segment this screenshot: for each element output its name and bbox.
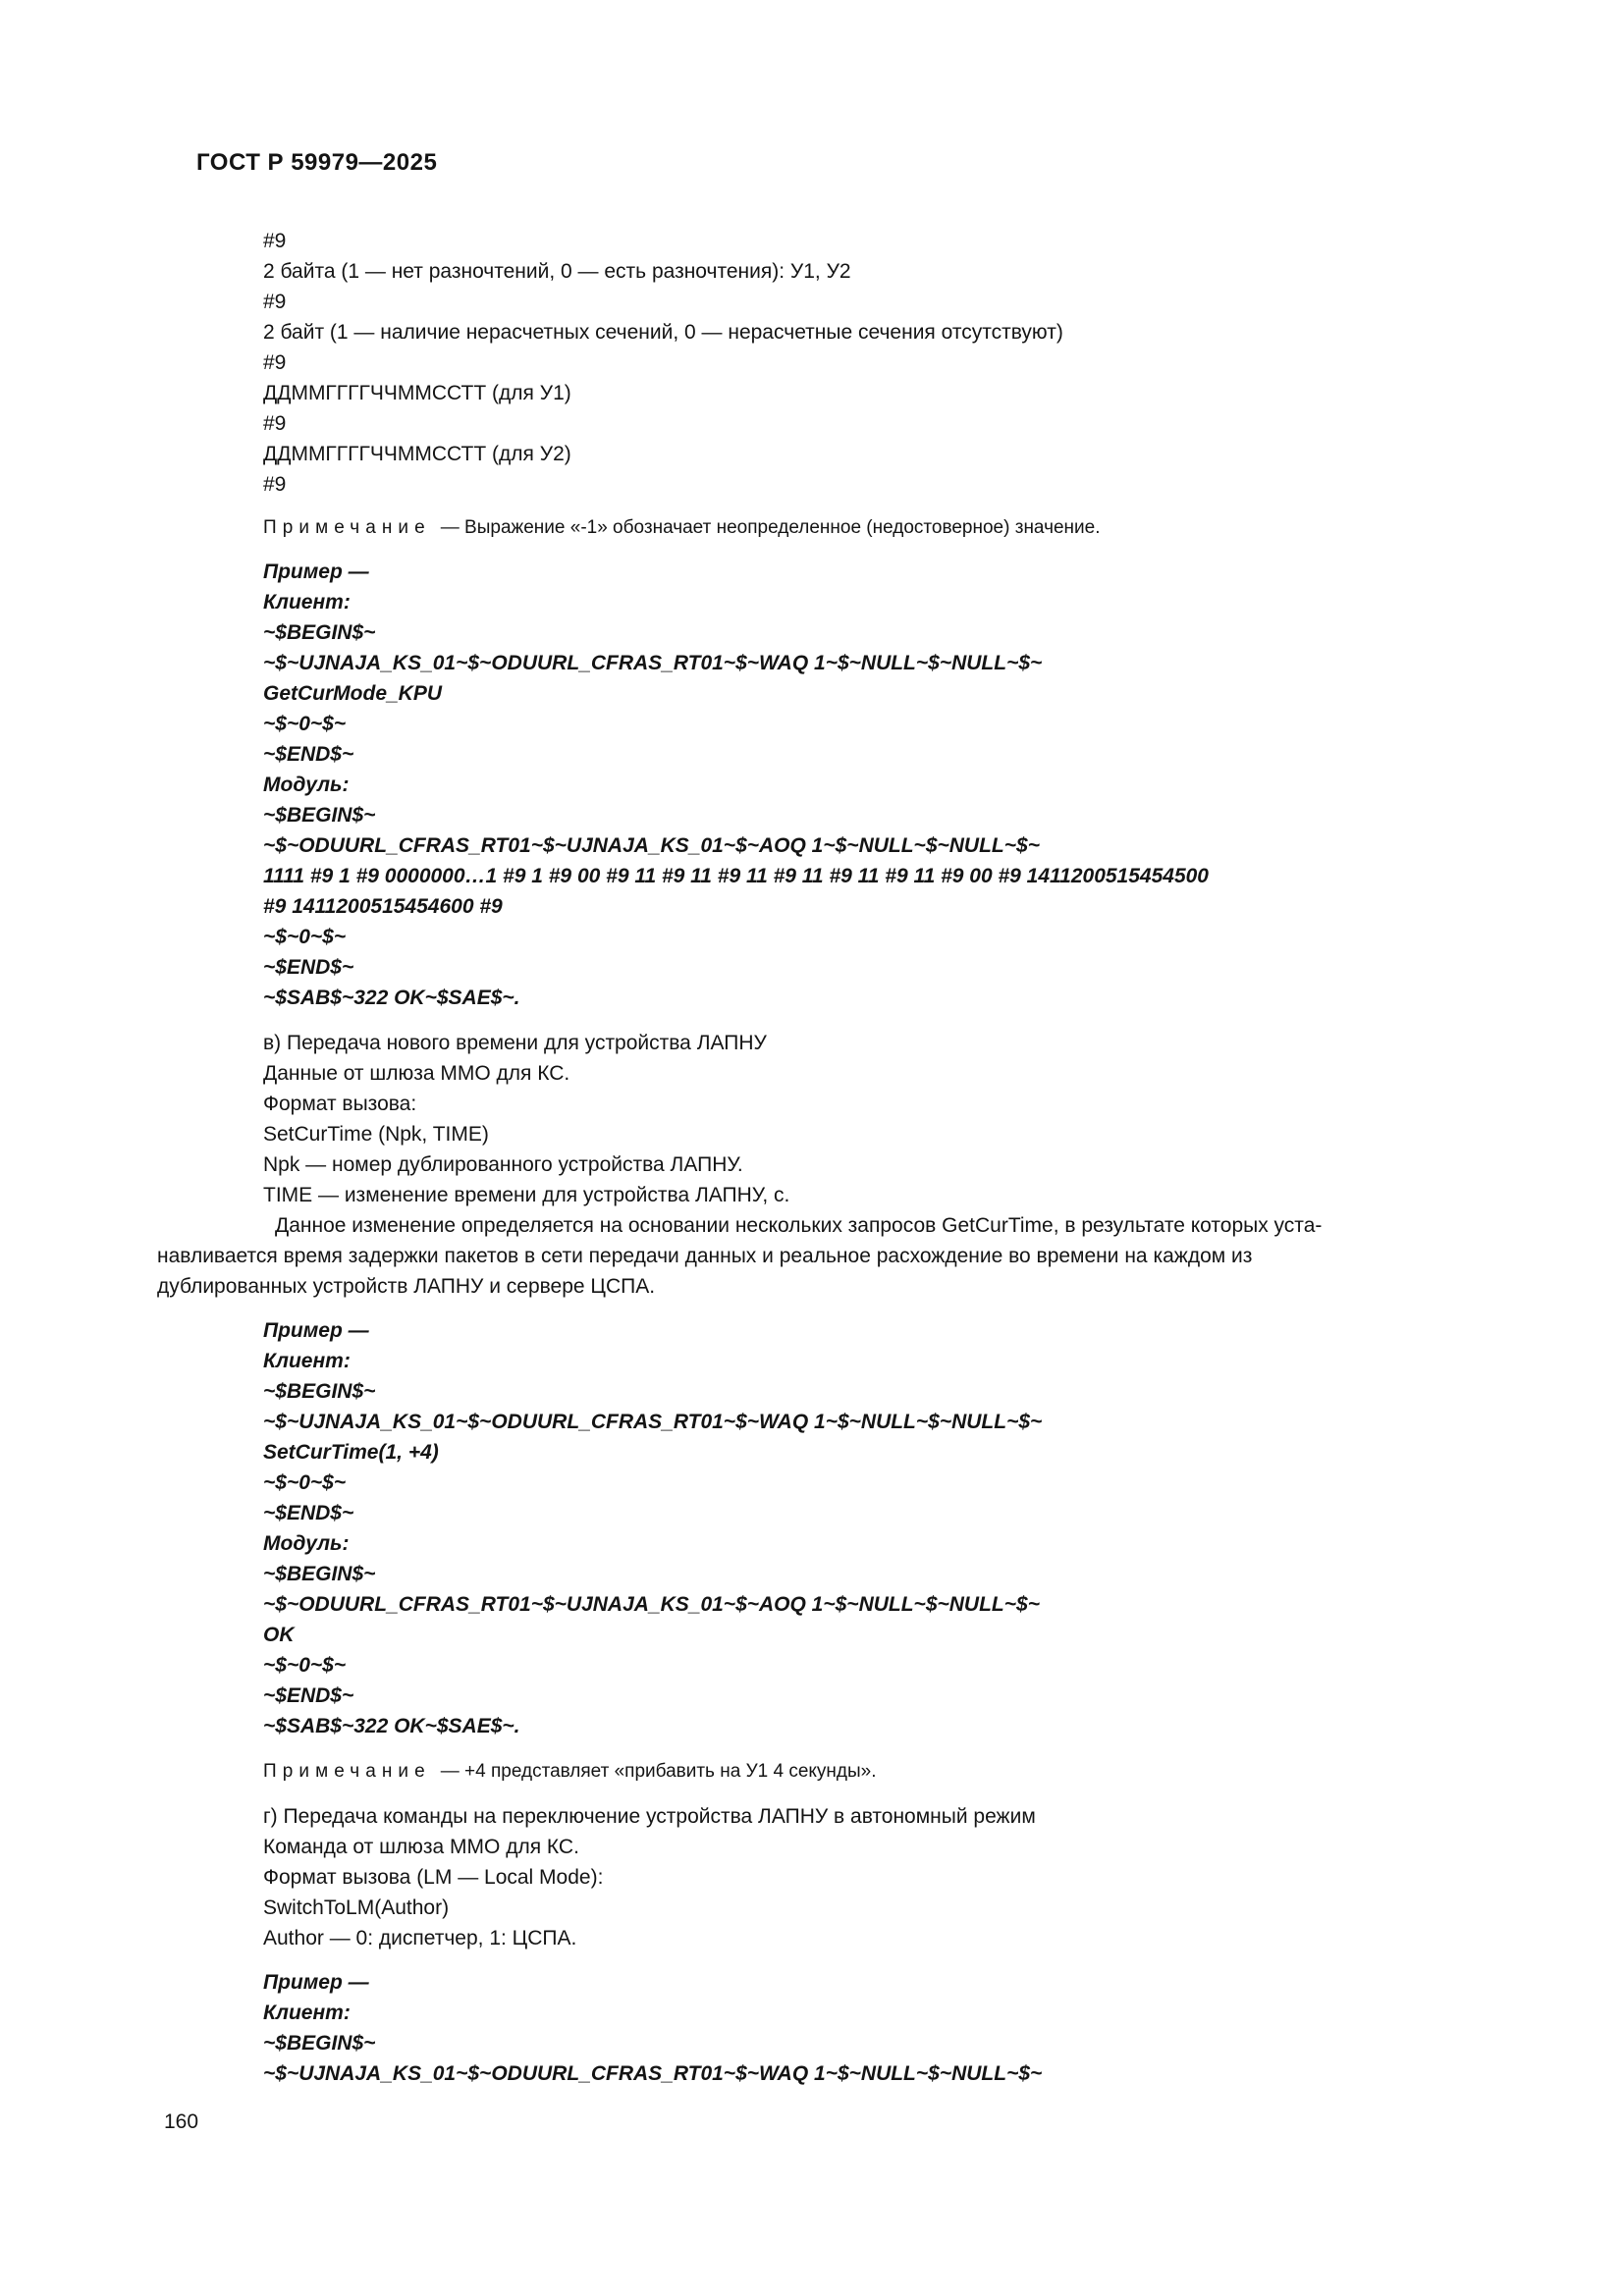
page-number: 160 xyxy=(164,2110,199,2133)
text-line: Клиент: xyxy=(263,591,351,614)
note-label: Примечание xyxy=(263,1761,431,1782)
text-line: ~$BEGIN$~ xyxy=(263,621,376,644)
note-text: — Выражение «-1» обозначает неопределенное (недостоверное) значение. xyxy=(440,517,1101,538)
text-line: SetCurTime (Npk, TIME) xyxy=(263,1123,489,1146)
text-line: ~$~0~$~ xyxy=(263,926,347,948)
text-line: ~$SAB$~322 OK~$SAE$~. xyxy=(263,1715,520,1737)
text-line: 1111 #9 1 #9 0000000…1 #9 1 #9 00 #9 11 #9 11 #9 11 #9 11 #9 11 #9 11 #9 00 #9 1411200515454500 xyxy=(263,865,1209,887)
text-line: #9 xyxy=(263,473,287,496)
example-getcurmode xyxy=(157,557,1506,1013)
text-line: дублированных устройств ЛАПНУ и сервере ЦСПА. xyxy=(157,1275,656,1298)
text-line: #9 1411200515454600 #9 xyxy=(263,895,503,918)
text-line: ~$BEGIN$~ xyxy=(263,2032,376,2055)
example-switchtolm xyxy=(157,1967,1506,2089)
text-line: ~$END$~ xyxy=(263,1502,354,1524)
text-line: ~$~0~$~ xyxy=(263,1471,347,1494)
text-line: Формат вызова (LM — Local Mode): xyxy=(263,1866,604,1889)
text-line: ~$BEGIN$~ xyxy=(263,1380,376,1403)
note-undefined-value xyxy=(157,512,1506,543)
text-line: #9 xyxy=(263,230,287,252)
text-line: ~$~UJNAJA_KS_01~$~ODUURL_CFRAS_RT01~$~WAQ 1~$~NULL~$~NULL~$~ xyxy=(263,652,1043,674)
text-line: GetCurMode_KPU xyxy=(263,682,443,705)
example-setcurtime xyxy=(157,1315,1506,1741)
text-line: в) Передача нового времени для устройства ЛАПНУ xyxy=(263,1032,767,1054)
text-line: #9 xyxy=(263,291,287,313)
text-line: Клиент: xyxy=(263,1350,351,1372)
text-line: ~$~ODUURL_CFRAS_RT01~$~UJNAJA_KS_01~$~AOQ 1~$~NULL~$~NULL~$~ xyxy=(263,834,1040,857)
paragraph-setcurtime-description xyxy=(157,1210,1506,1302)
text-line: #9 xyxy=(263,351,287,374)
text-line: SwitchToLM(Author) xyxy=(263,1896,450,1919)
text-line: Пример — xyxy=(263,1971,369,1994)
text-line: Модуль: xyxy=(263,774,350,796)
text-line: Данные от шлюза ММО для КС. xyxy=(263,1062,570,1085)
text-line: ДДММГГГГЧЧММССТТ (для У2) xyxy=(263,443,571,465)
text-line: Пример — xyxy=(263,1319,369,1342)
note-plus4 xyxy=(157,1756,1506,1787)
text-line: ~$~0~$~ xyxy=(263,1654,347,1677)
text-line: Данное изменение определяется на основании нескольких запросов GetCurTime, в результате которых уста- xyxy=(275,1214,1323,1237)
spec-lines-top xyxy=(157,226,1506,500)
text-line: Пример — xyxy=(263,561,369,583)
text-line: Модуль: xyxy=(263,1532,350,1555)
text-line: ~$~UJNAJA_KS_01~$~ODUURL_CFRAS_RT01~$~WAQ 1~$~NULL~$~NULL~$~ xyxy=(263,2062,1043,2085)
text-line: ДДММГГГГЧЧММССТТ (для У1) xyxy=(263,382,571,404)
text-line: Команда от шлюза ММО для КС. xyxy=(263,1836,579,1858)
text-line: OK xyxy=(263,1624,295,1646)
text-line: Author — 0: диспетчер, 1: ЦСПА. xyxy=(263,1927,577,1949)
text-line: ~$END$~ xyxy=(263,1684,354,1707)
note-label: Примечание xyxy=(263,517,431,538)
text-line: ~$~ODUURL_CFRAS_RT01~$~UJNAJA_KS_01~$~AOQ 1~$~NULL~$~NULL~$~ xyxy=(263,1593,1040,1616)
text-line: ~$SAB$~322 OK~$SAE$~. xyxy=(263,987,520,1009)
text-line: г) Передача команды на переключение устройства ЛАПНУ в автономный режим xyxy=(263,1805,1036,1828)
text-line: SetCurTime(1, +4) xyxy=(263,1441,439,1464)
text-line: ~$~UJNAJA_KS_01~$~ODUURL_CFRAS_RT01~$~WAQ 1~$~NULL~$~NULL~$~ xyxy=(263,1411,1043,1433)
text-line: TIME — изменение времени для устройства ЛАПНУ, с. xyxy=(263,1184,790,1206)
section-v-setcurtime xyxy=(157,1028,1506,1210)
text-line: ~$BEGIN$~ xyxy=(263,1563,376,1585)
text-line: навливается время задержки пакетов в сети передачи данных и реальное расхождение во времени на каждом из xyxy=(157,1245,1253,1267)
text-line: ~$END$~ xyxy=(263,743,354,766)
text-line: 2 байта (1 — нет разночтений, 0 — есть разночтения): У1, У2 xyxy=(263,260,851,283)
section-g-switchtolm xyxy=(157,1801,1506,1953)
note-text: — +4 представляет «прибавить на У1 4 секунды». xyxy=(440,1761,877,1782)
text-line: #9 xyxy=(263,412,287,435)
text-line: ~$END$~ xyxy=(263,956,354,979)
text-line: Npk — номер дублированного устройства ЛАПНУ. xyxy=(263,1153,743,1176)
text-line: ~$~0~$~ xyxy=(263,713,347,735)
text-line: ~$BEGIN$~ xyxy=(263,804,376,827)
document-header: ГОСТ Р 59979—2025 xyxy=(196,149,438,176)
document-content xyxy=(157,226,1506,2134)
text-line: Клиент: xyxy=(263,2002,351,2024)
text-line: Формат вызова: xyxy=(263,1093,417,1115)
text-line: 2 байт (1 — наличие нерасчетных сечений, 0 — нерасчетные сечения отсутствуют) xyxy=(263,321,1063,344)
